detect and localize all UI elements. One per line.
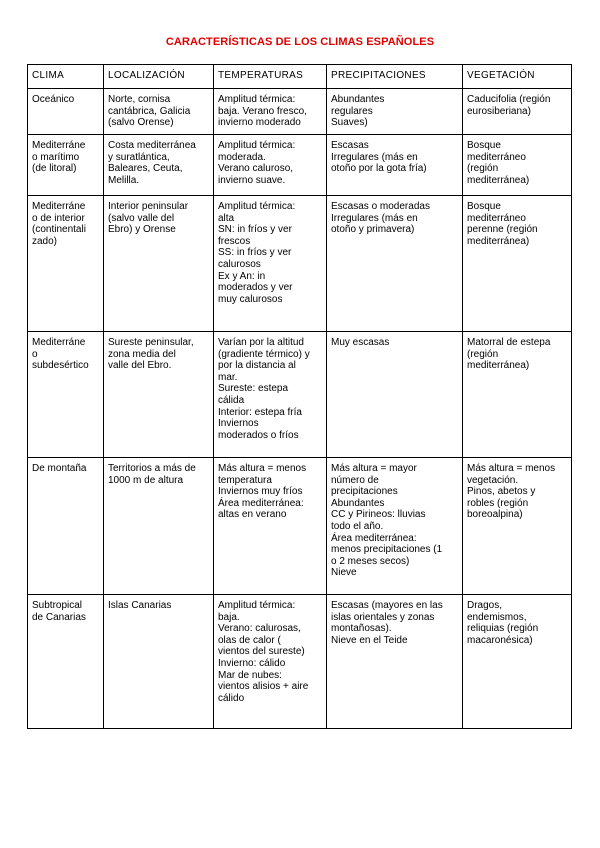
cell-clima: Oceánico xyxy=(28,89,104,135)
table-row xyxy=(28,135,572,196)
cell-vegetacion: Bosque mediterráneo perenne (región mediterránea) xyxy=(463,196,572,332)
table-row xyxy=(28,89,572,135)
table-header-row xyxy=(28,65,572,89)
cell-temperaturas: Amplitud térmica: moderada. Verano caluroso, invierno suave. xyxy=(214,135,327,196)
header-precipitaciones: PRECIPITACIONES xyxy=(327,65,463,89)
cell-temperaturas: Más altura = menos temperatura Inviernos muy fríos Área mediterránea: altas en verano xyxy=(214,458,327,595)
cell-clima: De montaña xyxy=(28,458,104,595)
cell-clima: Subtropical de Canarias xyxy=(28,595,104,729)
climate-table xyxy=(27,64,572,729)
cell-localizacion: Interior peninsular (salvo valle del Ebro) y Orense xyxy=(104,196,214,332)
header-vegetacion: VEGETACIÓN xyxy=(463,65,572,89)
cell-precipitaciones: Escasas o moderadas Irregulares (más en otoño y primavera) xyxy=(327,196,463,332)
header-temperaturas: TEMPERATURAS xyxy=(214,65,327,89)
cell-localizacion: Islas Canarias xyxy=(104,595,214,729)
table-row xyxy=(28,595,572,729)
cell-localizacion: Sureste peninsular, zona media del valle del Ebro. xyxy=(104,332,214,458)
document-title: CARACTERÍSTICAS DE LOS CLIMAS ESPAÑOLES xyxy=(165,36,435,48)
cell-clima: Mediterráne o de interior (continentali zado) xyxy=(28,196,104,332)
cell-vegetacion: Caducifolia (región eurosiberiana) xyxy=(463,89,572,135)
cell-vegetacion: Dragos, endemismos, reliquias (región macaronésica) xyxy=(463,595,572,729)
cell-vegetacion: Bosque mediterráneo (región mediterránea) xyxy=(463,135,572,196)
table-row xyxy=(28,332,572,458)
cell-temperaturas: Amplitud térmica: baja. Verano fresco, invierno moderado xyxy=(214,89,327,135)
cell-temperaturas: Amplitud térmica: alta SN: in fríos y ver frescos SS: in fríos y ver calurosos Ex y An: in moderados y ver muy calurosos xyxy=(214,196,327,332)
cell-temperaturas: Amplitud térmica: baja. Verano: calurosas, olas de calor ( vientos del sureste) Invierno: cálido Mar de nubes: vientos alisios + aire cálido xyxy=(214,595,327,729)
cell-localizacion: Costa mediterránea y suratlántica, Baleares, Ceuta, Melilla. xyxy=(104,135,214,196)
cell-precipitaciones: Más altura = mayor número de precipitaciones Abundantes CC y Pirineos: lluvias todo el año. Área mediterránea: menos precipitaciones (1 o 2 meses secos) Nieve xyxy=(327,458,463,595)
cell-vegetacion: Matorral de estepa (región mediterránea) xyxy=(463,332,572,458)
cell-precipitaciones: Muy escasas xyxy=(327,332,463,458)
cell-precipitaciones: Escasas Irregulares (más en otoño por la gota fría) xyxy=(327,135,463,196)
cell-precipitaciones: Abundantes regulares Suaves) xyxy=(327,89,463,135)
cell-precipitaciones: Escasas (mayores en las islas orientales y zonas montañosas). Nieve en el Teide xyxy=(327,595,463,729)
cell-vegetacion: Más altura = menos vegetación. Pinos, abetos y robles (región boreoalpina) xyxy=(463,458,572,595)
header-localizacion: LOCALIZACIÓN xyxy=(104,65,214,89)
cell-temperaturas: Varían por la altitud (gradiente térmico) y por la distancia al mar. Sureste: estepa cálida Interior: estepa fría Inviernos moderados o fríos xyxy=(214,332,327,458)
cell-localizacion: Territorios a más de 1000 m de altura xyxy=(104,458,214,595)
table-row xyxy=(28,196,572,332)
cell-localizacion: Norte, cornisa cantábrica, Galicia (salvo Orense) xyxy=(104,89,214,135)
cell-clima: Mediterráne o subdesértico xyxy=(28,332,104,458)
cell-clima: Mediterráne o marítimo (de litoral) xyxy=(28,135,104,196)
table-row xyxy=(28,458,572,595)
header-clima: CLIMA xyxy=(28,65,104,89)
